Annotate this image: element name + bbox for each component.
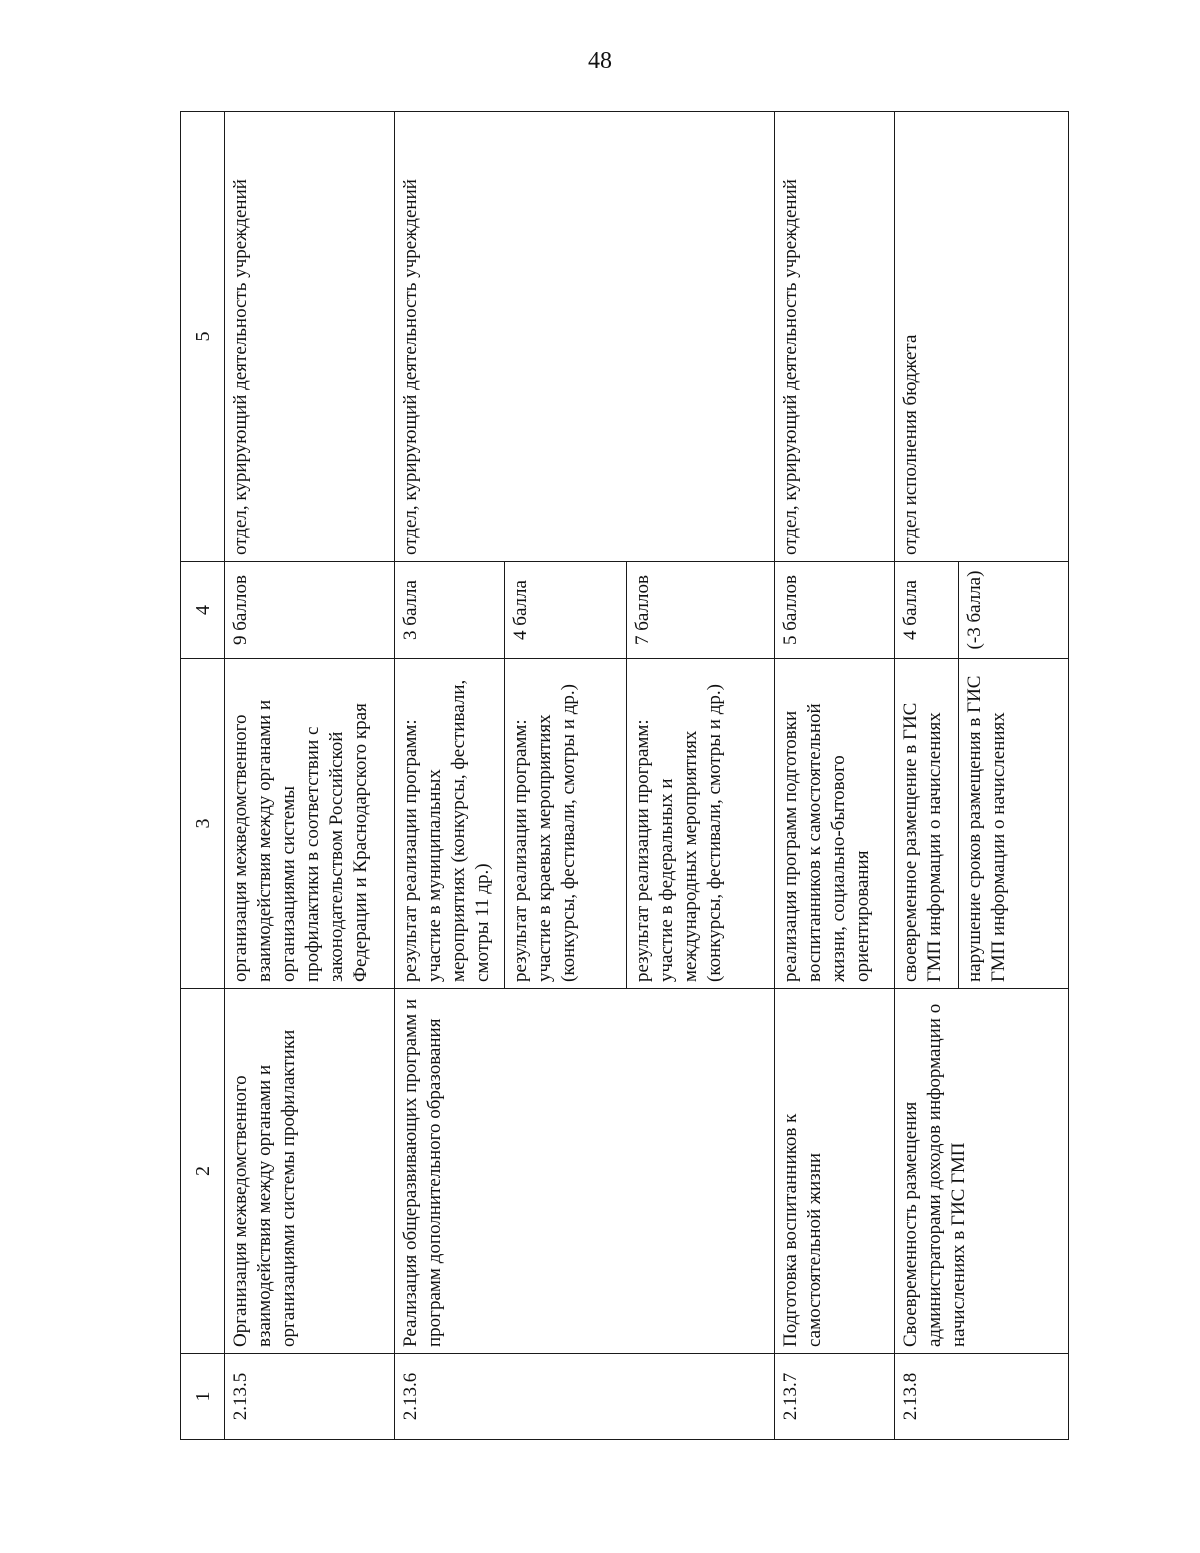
header-col-4: 4 xyxy=(181,562,225,659)
criteria-cell: результат реализации программ: участие в муниципальных мероприятиях (конкурсы, фестивали, смотры 11 др.) xyxy=(395,659,505,989)
criteria-table xyxy=(180,111,1069,1440)
indicator-cell: Подготовка воспитанников к самостоятельной жизни xyxy=(775,989,895,1354)
row-number: 2.13.8 xyxy=(895,1354,1069,1440)
score-cell: 7 баллов xyxy=(627,562,775,659)
header-col-2: 2 xyxy=(181,989,225,1354)
responsible-cell: отдел, курирующий деятельность учреждений xyxy=(395,112,775,562)
criteria-cell: своевременное размещение в ГИС ГМП информации о начислениях xyxy=(895,659,959,989)
header-col-1: 1 xyxy=(181,1354,225,1440)
indicator-cell: Реализация общеразвивающих программ и программ дополнительного образования xyxy=(395,989,775,1354)
row-number: 2.13.7 xyxy=(775,1354,895,1440)
criteria-cell: нарушение сроков размещения в ГИС ГМП информации о начислениях xyxy=(959,659,1069,989)
responsible-cell: отдел, курирующий деятельность учреждений xyxy=(775,112,895,562)
criteria-cell: результат реализации программ: участие в краевых мероприятиях (конкурсы, фестивали, смотры и др.) xyxy=(505,659,627,989)
score-cell: 3 балла xyxy=(395,562,505,659)
criteria-cell: реализация программ подготовки воспитанников к самостоятельной жизни, социально-бытового ориентирования xyxy=(775,659,895,989)
header-col-3: 3 xyxy=(181,659,225,989)
row-number: 2.13.5 xyxy=(225,1354,395,1440)
score-cell: 9 баллов xyxy=(225,562,395,659)
header-col-5: 5 xyxy=(181,112,225,562)
score-cell: 4 балла xyxy=(505,562,627,659)
page-number: 48 xyxy=(588,48,612,74)
score-cell: 4 балла xyxy=(895,562,959,659)
indicator-cell: Организация межведомственного взаимодействия между органами и организациями системы профилактики xyxy=(225,989,395,1354)
responsible-cell: отдел, курирующий деятельность учреждений xyxy=(225,112,395,562)
responsible-cell: отдел исполнения бюджета xyxy=(895,112,1069,562)
rotated-table-container xyxy=(180,112,1068,1440)
table-row xyxy=(895,112,959,1440)
row-number: 2.13.6 xyxy=(395,1354,775,1440)
table-header-row xyxy=(181,112,225,1440)
score-cell: (-3 балла) xyxy=(959,562,1069,659)
table-row xyxy=(225,112,395,1440)
table-row xyxy=(775,112,895,1440)
score-cell: 5 баллов xyxy=(775,562,895,659)
criteria-cell: результат реализации программ: участие в федеральных и международных мероприятиях (конкурсы, фестивали, смотры и др.) xyxy=(627,659,775,989)
indicator-cell: Своевременность размещения администраторами доходов информации о начислениях в ГИС ГМП xyxy=(895,989,1069,1354)
criteria-cell: организация межведомственного взаимодействия между органами и организациями системы профилактики в соответствии с законодательством Российской Федерации и Краснодарского края xyxy=(225,659,395,989)
table-row xyxy=(395,112,505,1440)
